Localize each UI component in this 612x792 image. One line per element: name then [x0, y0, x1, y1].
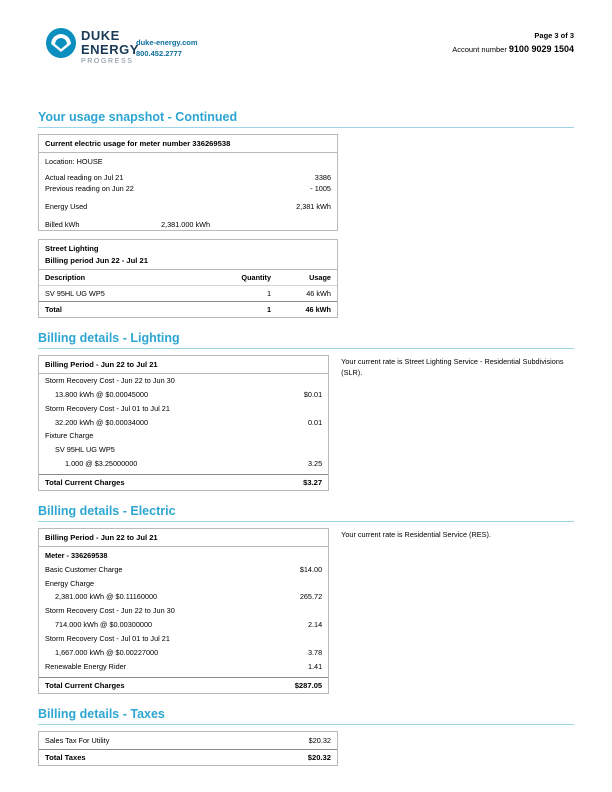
page-header: [38, 0, 574, 92]
section-title-lighting: Billing details - Lighting: [38, 331, 574, 349]
charge-line: [39, 457, 328, 474]
lighting-total-row: [39, 474, 328, 490]
electric-columns: [38, 528, 574, 694]
account-number-value: 9100 9029 1504: [508, 44, 574, 54]
charge-line: [39, 590, 328, 604]
table-row: [39, 286, 337, 301]
spacer: [39, 194, 337, 201]
charge-line: [39, 604, 328, 618]
total-value: $287.05: [294, 680, 323, 690]
col-description: Description: [45, 273, 86, 282]
usage-row-value: 2,381 kWh: [296, 202, 331, 211]
electric-rate-note: Your current rate is Residential Service (RES).: [341, 529, 491, 539]
total-quantity: 1: [266, 305, 271, 314]
billed-kwh-label: Billed kWh: [45, 220, 80, 229]
street-lighting-total-row: [39, 301, 337, 317]
charge-line: [39, 388, 328, 402]
charge-value: 0.01: [307, 417, 323, 427]
charge-value: $0.01: [303, 389, 323, 399]
logo-wordmark: [81, 28, 139, 65]
logo-line-duke: DUKE: [81, 28, 120, 43]
charge-label: 1.000 @ $3.25000000: [65, 459, 138, 469]
cell-quantity: 1: [266, 289, 271, 298]
tax-line: [39, 732, 337, 750]
charge-label: Basic Customer Charge: [45, 564, 123, 574]
charge-value: 2.14: [307, 620, 323, 630]
charge-label: Energy Charge: [45, 578, 95, 588]
phone-number: 800.452.2777: [136, 48, 182, 58]
charge-label: Storm Recovery Cost - Jul 01 to Jul 21: [45, 633, 170, 643]
tax-value: $20.32: [308, 735, 331, 745]
usage-row-value: 3386: [314, 173, 331, 182]
usage-row-value: - 1005: [310, 184, 331, 193]
electric-period-heading: Billing Period - Jun 22 to Jul 21: [39, 529, 328, 547]
section-title-taxes: Billing details - Taxes: [38, 707, 574, 725]
charge-label: Storm Recovery Cost - Jun 22 to Jun 30: [45, 606, 175, 616]
section-title-electric: Billing details - Electric: [38, 504, 574, 522]
total-usage: 46 kWh: [305, 305, 331, 314]
street-lighting-title: Street Lighting: [45, 244, 99, 253]
charge-value: 3.25: [307, 459, 323, 469]
lighting-columns: [38, 355, 574, 491]
header-account-block: [452, 30, 574, 56]
charge-line: [39, 646, 328, 660]
duke-energy-logo: [46, 28, 139, 65]
col-usage: Usage: [309, 273, 331, 282]
meter-usage-heading: Current electric usage for meter number 336269538: [39, 135, 337, 153]
spacer: [39, 212, 337, 219]
charge-label: 32.200 kWh @ $0.00034000: [55, 417, 149, 427]
total-label: Total Current Charges: [45, 477, 125, 487]
charge-value: 1.41: [307, 661, 323, 671]
total-value: $3.27: [303, 477, 323, 487]
electric-details-box: [38, 528, 329, 694]
cell-description: SV 95HL UG WP5: [45, 289, 105, 298]
charge-label: 13.800 kWh @ $0.00045000: [55, 389, 149, 399]
charge-label: Storm Recovery Cost - Jun 22 to Jun 30: [45, 376, 175, 385]
total-label: Total: [45, 305, 62, 314]
usage-row: [39, 183, 337, 194]
charge-value: 3.78: [307, 647, 323, 657]
account-number-line: [452, 42, 574, 56]
charge-line: [39, 402, 328, 416]
charge-label: Storm Recovery Cost - Jul 01 to Jul 21: [45, 403, 170, 413]
logo-line-energy: ENERGY: [81, 42, 139, 57]
usage-row-billed: [39, 219, 337, 230]
lighting-rate-note: Your current rate is Street Lighting Service - Residential Subdivisions (SLR).: [341, 357, 564, 377]
meter-location: Location: HOUSE: [45, 157, 103, 166]
total-label: Total Taxes: [45, 753, 86, 763]
charge-label: SV 95HL UG WP5: [55, 445, 115, 455]
street-lighting-header-row: [39, 270, 337, 286]
usage-row-label: Energy Used: [45, 202, 88, 211]
website-link[interactable]: duke-energy.com: [136, 38, 198, 47]
tax-label: Sales Tax For Utility: [45, 735, 110, 745]
total-label: Total Current Charges: [45, 680, 125, 690]
charge-line: [39, 563, 328, 577]
charge-line: [39, 416, 328, 430]
duke-energy-flame-icon: [46, 28, 76, 58]
charge-line: [39, 618, 328, 632]
charge-line: [39, 660, 328, 677]
total-value: $20.32: [307, 753, 331, 763]
taxes-box: [38, 731, 338, 767]
street-lighting-box: [38, 239, 338, 318]
account-number-label: Account number: [452, 45, 507, 54]
col-quantity: Quantity: [241, 273, 271, 282]
charge-label: 714.000 kWh @ $0.00300000: [55, 620, 153, 630]
usage-row-energy-used: [39, 201, 337, 212]
contact-info: [136, 38, 198, 60]
section-title-usage: Your usage snapshot - Continued: [38, 110, 574, 128]
meter-usage-box: [38, 134, 338, 231]
charge-line: [39, 577, 328, 591]
charge-label: Fixture Charge: [45, 431, 94, 441]
charge-line: [39, 632, 328, 646]
electric-total-row: [39, 677, 328, 693]
usage-row: [39, 172, 337, 183]
page-number: Page 3 of 3: [534, 31, 574, 40]
usage-row-label: Actual reading on Jul 21: [45, 173, 124, 182]
charge-value: $14.00: [299, 564, 323, 574]
charge-line: [39, 443, 328, 457]
charge-value: 265.72: [299, 592, 323, 602]
taxes-total-row: [39, 749, 337, 765]
charge-line: [39, 429, 328, 443]
meter-heading-label: Meter - 336269538: [45, 550, 108, 560]
usage-row-label: Previous reading on Jun 22: [45, 184, 134, 193]
logo-line-progress: PROGRESS: [81, 58, 134, 65]
lighting-details-box: [38, 355, 329, 491]
lighting-period-heading: Billing Period - Jun 22 to Jul 21: [39, 356, 328, 374]
cell-usage: 46 kWh: [306, 289, 331, 298]
street-lighting-period: Billing period Jun 22 - Jul 21: [39, 255, 337, 270]
charge-label: 1,667.000 kWh @ $0.00227000: [55, 647, 159, 657]
charge-line: [39, 374, 328, 388]
charge-label: Renewable Energy Rider: [45, 661, 127, 671]
charge-label: 2,381.000 kWh @ $0.11160000: [55, 592, 158, 602]
billed-kwh-value: 2,381.000 kWh: [161, 220, 211, 229]
electric-meter-heading: [39, 547, 328, 563]
